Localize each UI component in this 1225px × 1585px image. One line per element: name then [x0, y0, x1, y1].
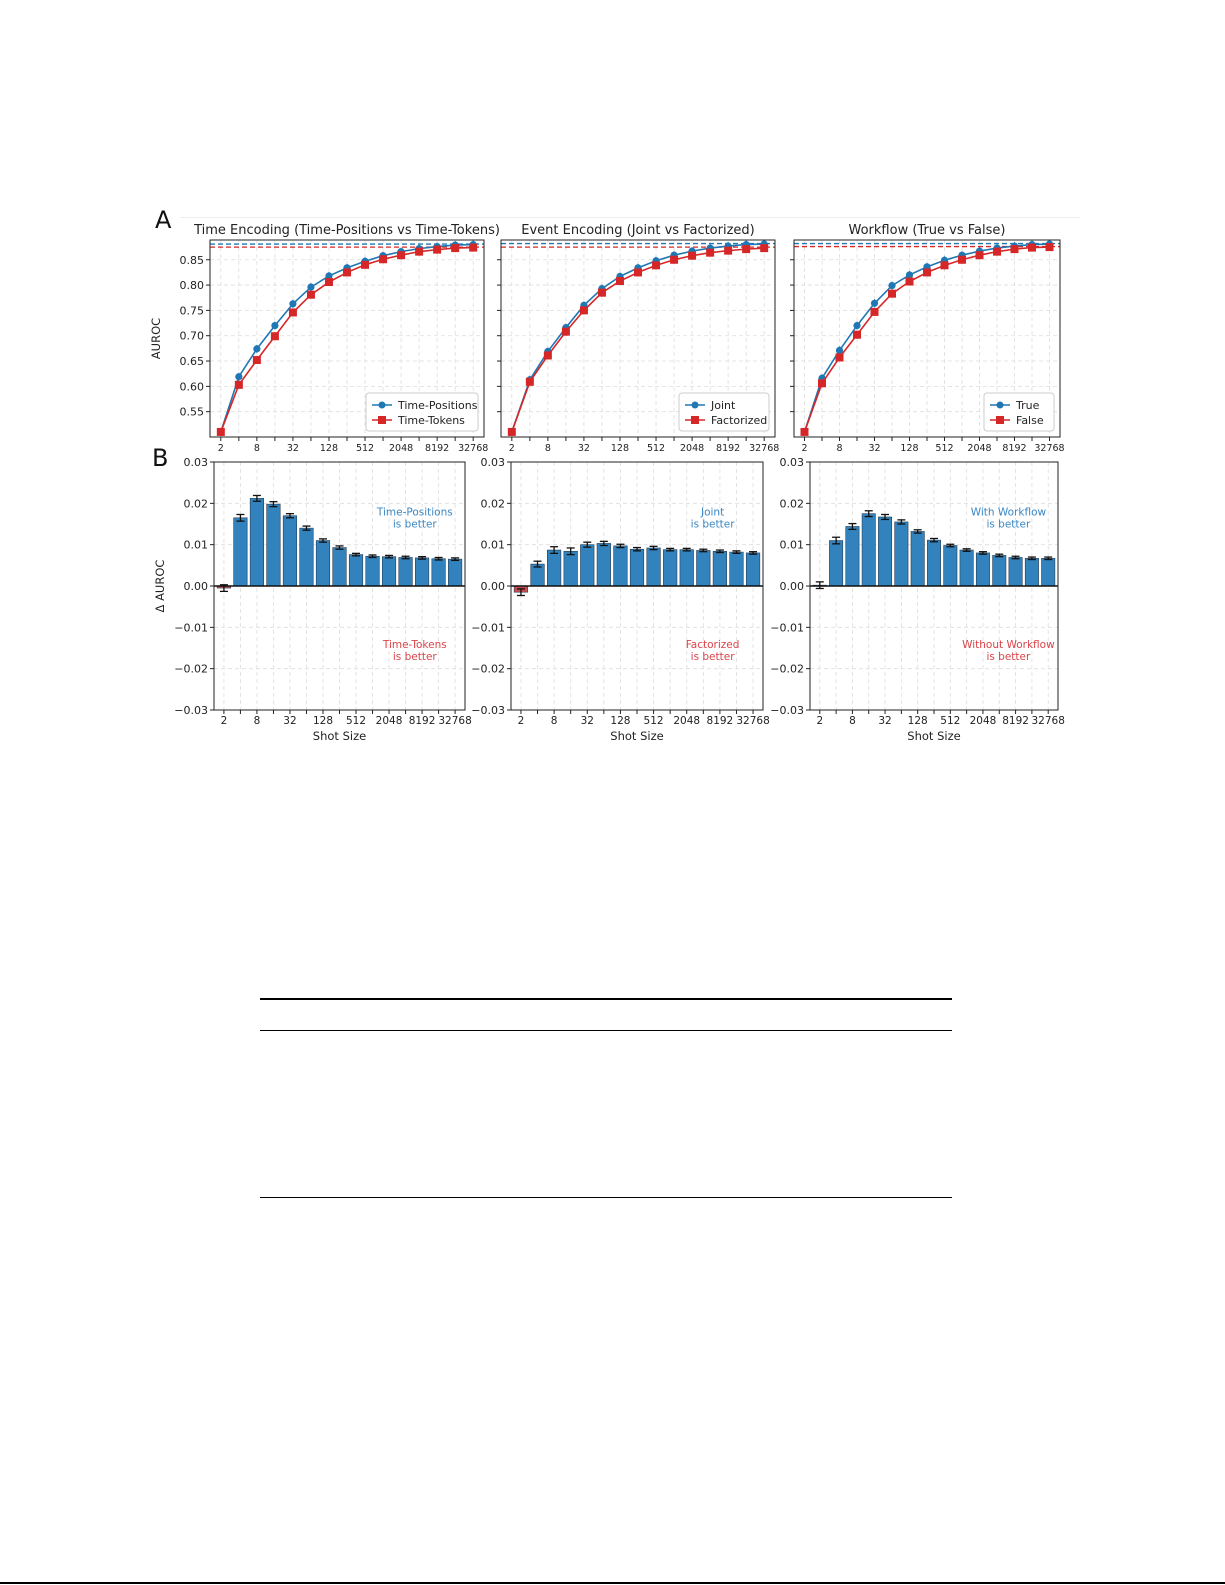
annotation-text: Factorized [685, 639, 740, 651]
legend-marker-circle-icon [379, 402, 386, 409]
legend-label: False [1016, 414, 1044, 427]
bar [366, 556, 380, 586]
data-point [526, 378, 534, 386]
bar [300, 528, 314, 586]
x-tick-label: 128 [319, 443, 339, 454]
data-point [670, 256, 678, 264]
annotation-text: Time-Positions [376, 506, 453, 519]
y-tick-label: 0.03 [183, 456, 208, 469]
bar [713, 551, 727, 586]
annotation-text: is better [690, 518, 735, 531]
bar [846, 526, 859, 586]
y-tick-label: −0.01 [174, 621, 208, 635]
bar [911, 531, 924, 586]
y-tick-label: 0.80 [179, 279, 204, 293]
x-tick-label: 32 [878, 715, 892, 727]
x-tick-label: 8192 [1002, 715, 1029, 727]
data-point [634, 268, 642, 276]
bar [1042, 558, 1055, 586]
x-tick-label: 8192 [408, 715, 436, 727]
y-tick-label: 0.85 [179, 253, 204, 267]
y-tick-label: 0.01 [183, 538, 208, 552]
annotation-text: Time-Tokens [382, 639, 447, 651]
legend-label: Joint [711, 399, 736, 412]
x-tick-label: 8 [836, 443, 843, 454]
data-point [1046, 243, 1054, 251]
data-point [580, 306, 588, 314]
data-point [888, 282, 895, 289]
data-point [742, 245, 750, 253]
bar [564, 551, 578, 586]
bar [647, 548, 661, 586]
x-tick-label: 32 [868, 443, 881, 454]
x-tick-label: 512 [345, 715, 367, 727]
annotation-text: With Workflow [970, 506, 1047, 519]
bar [399, 557, 413, 586]
x-tick-label: 8 [253, 443, 260, 454]
x-tick-label: 128 [610, 443, 630, 454]
chart-b1 [153, 456, 472, 743]
chart-a3 [790, 223, 1065, 454]
x-tick-label: 2 [801, 443, 808, 454]
legend-label: Time-Positions [398, 399, 478, 412]
bar [862, 514, 875, 586]
bar [1009, 557, 1022, 586]
y-tick-label: −0.02 [471, 662, 505, 676]
x-tick-label: 512 [935, 443, 954, 454]
bar [895, 522, 908, 586]
x-tick-label: 32768 [736, 715, 770, 727]
x-tick-label: 512 [355, 443, 375, 454]
data-point [469, 244, 477, 252]
bar [432, 559, 446, 586]
data-point [433, 246, 441, 254]
bar [448, 559, 462, 586]
y-tick-label: −0.02 [770, 662, 804, 676]
y-tick-label: 0.02 [183, 497, 208, 511]
annotation-text: is better [392, 651, 437, 663]
figure [0, 0, 1225, 760]
data-point [871, 300, 878, 307]
y-tick-label: 0.02 [480, 497, 505, 511]
data-point [289, 300, 296, 307]
legend-marker-square-icon [378, 416, 386, 424]
data-point [993, 248, 1001, 256]
data-point [361, 261, 369, 269]
y-tick-label: −0.03 [770, 704, 804, 717]
x-tick-label: 2 [816, 715, 824, 727]
x-tick-label: 2 [508, 443, 515, 454]
bar [878, 517, 891, 586]
y-axis-label: AUROC [149, 317, 163, 360]
data-point [906, 278, 914, 286]
data-point [652, 261, 660, 269]
annotation-text: Joint [700, 506, 725, 519]
data-point [271, 332, 279, 340]
data-point [325, 278, 333, 286]
data-point [688, 252, 696, 260]
bar [680, 550, 694, 586]
data-point [343, 268, 351, 276]
x-tick-label: 2048 [967, 443, 992, 454]
x-tick-label: 32768 [749, 443, 780, 454]
x-tick-label: 128 [907, 715, 928, 727]
x-tick-label: 32768 [458, 443, 489, 454]
x-tick-label: 8 [550, 715, 558, 727]
bar [382, 557, 396, 586]
data-point [958, 256, 966, 264]
table-bottom-rule [260, 1197, 952, 1198]
data-point [871, 308, 879, 316]
chart-title: Time Encoding (Time-Positions vs Time-Tokens) [194, 223, 500, 238]
bar [283, 516, 297, 586]
y-tick-label: −0.01 [770, 621, 804, 635]
x-tick-label: 8 [544, 443, 551, 454]
chart-canvas [0, 0, 1225, 760]
bar [730, 552, 744, 586]
y-tick-label: 0.70 [179, 329, 204, 343]
x-tick-label: 2048 [388, 443, 414, 454]
page-bottom-rule [0, 1582, 1225, 1584]
annotation-text: Without Workflow [962, 639, 1055, 651]
bar [697, 550, 711, 586]
bar [663, 550, 677, 586]
bar [547, 550, 561, 586]
x-tick-label: 128 [900, 443, 919, 454]
chart-b2 [471, 456, 769, 743]
table-top-rule [260, 998, 952, 1000]
data-point [888, 290, 896, 298]
x-tick-label: 32 [286, 443, 299, 454]
bar [316, 541, 330, 586]
y-tick-label: 0.00 [183, 580, 208, 593]
data-point [508, 428, 516, 436]
x-tick-label: 8 [253, 715, 261, 727]
bar [927, 540, 940, 586]
bar [976, 553, 989, 586]
x-tick-label: 2048 [673, 715, 701, 727]
data-point [616, 277, 624, 285]
data-point [451, 244, 459, 252]
data-point [235, 381, 243, 389]
bar [630, 549, 644, 586]
x-tick-label: 512 [646, 443, 666, 454]
x-tick-label: 32768 [1031, 715, 1065, 727]
x-tick-label: 2 [220, 715, 228, 727]
data-point [853, 331, 861, 339]
y-tick-label: −0.01 [471, 621, 505, 635]
x-tick-label: 32 [283, 715, 297, 727]
x-tick-label: 512 [940, 715, 961, 727]
y-tick-label: 0.55 [179, 405, 204, 419]
y-tick-label: 0.01 [480, 538, 505, 552]
legend-label: Time-Tokens [398, 414, 465, 427]
data-point [217, 428, 225, 436]
data-point [307, 283, 314, 290]
x-tick-label: 128 [312, 715, 334, 727]
chart-title: Event Encoding (Joint vs Factorized) [521, 223, 755, 238]
data-point [1028, 244, 1036, 252]
bar [597, 543, 611, 586]
data-point [397, 251, 405, 259]
x-tick-label: 32 [577, 443, 590, 454]
data-point [853, 322, 860, 329]
data-point [289, 308, 297, 316]
bar [349, 555, 363, 586]
data-point [544, 351, 552, 359]
bar [267, 504, 281, 586]
data-point [235, 373, 242, 380]
data-point [598, 289, 606, 297]
data-point [706, 249, 714, 257]
chart-a1 [149, 223, 500, 454]
annotation-text: is better [986, 651, 1031, 663]
panel-letter-a: A [155, 206, 172, 234]
legend-label: True [1016, 399, 1040, 412]
chart-title: Workflow (True vs False) [848, 223, 1006, 238]
bar [944, 545, 957, 586]
chart-a2 [497, 223, 779, 454]
annotation-text: is better [690, 651, 735, 663]
x-tick-label: 32768 [438, 715, 472, 727]
y-tick-label: 0.75 [179, 304, 204, 318]
bar [333, 548, 347, 586]
data-point [271, 322, 278, 329]
y-tick-label: −0.03 [174, 704, 208, 717]
bar [415, 558, 429, 586]
x-tick-label: 8 [849, 715, 856, 727]
x-tick-label: 2048 [375, 715, 403, 727]
y-tick-label: 0.00 [480, 580, 505, 593]
x-tick-label: 2 [217, 443, 224, 454]
data-point [307, 291, 315, 299]
panel-letter-b: B [152, 444, 169, 472]
x-tick-label: 2048 [969, 715, 997, 727]
bar [960, 550, 973, 586]
bar [746, 553, 760, 586]
table-header-rule [260, 1030, 952, 1031]
data-point [801, 428, 809, 436]
y-tick-label: 0.65 [179, 355, 204, 369]
y-tick-label: 0.60 [179, 380, 204, 394]
x-axis-label: Shot Size [610, 729, 664, 743]
legend-label: Factorized [711, 414, 768, 427]
y-tick-label: 0.01 [779, 538, 804, 552]
bar [1025, 558, 1038, 586]
data-point [724, 247, 732, 255]
legend-marker-circle-icon [997, 402, 1004, 409]
y-tick-label: −0.03 [471, 704, 505, 717]
data-point [923, 268, 931, 276]
bar [580, 545, 594, 586]
data-point [1011, 245, 1019, 253]
y-axis-label: Δ AUROC [153, 559, 167, 613]
data-point [941, 261, 949, 269]
data-point [562, 328, 570, 336]
data-point [906, 271, 913, 278]
chart-b3 [770, 456, 1065, 743]
x-axis-label: Shot Size [312, 729, 367, 743]
data-point [836, 353, 844, 361]
legend-marker-square-icon [996, 416, 1004, 424]
y-tick-label: 0.03 [779, 456, 804, 469]
x-tick-label: 32768 [1034, 443, 1065, 454]
y-tick-label: 0.00 [779, 580, 804, 593]
bar [993, 555, 1006, 586]
data-point [415, 248, 423, 256]
y-tick-label: 0.03 [480, 456, 505, 469]
x-tick-label: 8192 [1002, 443, 1027, 454]
bar [250, 498, 264, 586]
bar [234, 518, 248, 586]
bar [614, 546, 628, 586]
data-point [253, 345, 260, 352]
x-tick-label: 32 [580, 715, 594, 727]
legend-marker-circle-icon [692, 402, 699, 409]
y-tick-label: 0.02 [779, 497, 804, 511]
x-tick-label: 8192 [706, 715, 734, 727]
x-tick-label: 8192 [425, 443, 450, 454]
x-tick-label: 8192 [716, 443, 741, 454]
x-tick-label: 128 [610, 715, 631, 727]
annotation-text: is better [986, 518, 1031, 531]
annotation-text: is better [392, 518, 437, 531]
x-axis-label: Shot Size [907, 729, 961, 743]
data-point [976, 251, 984, 259]
y-tick-label: −0.02 [174, 662, 208, 676]
bar [829, 541, 842, 586]
data-point [379, 255, 387, 263]
x-tick-label: 512 [643, 715, 664, 727]
data-point [760, 244, 768, 252]
x-tick-label: 2048 [679, 443, 705, 454]
x-tick-label: 2 [517, 715, 525, 727]
legend-marker-square-icon [691, 416, 699, 424]
data-point [818, 379, 826, 387]
data-point [253, 356, 261, 364]
